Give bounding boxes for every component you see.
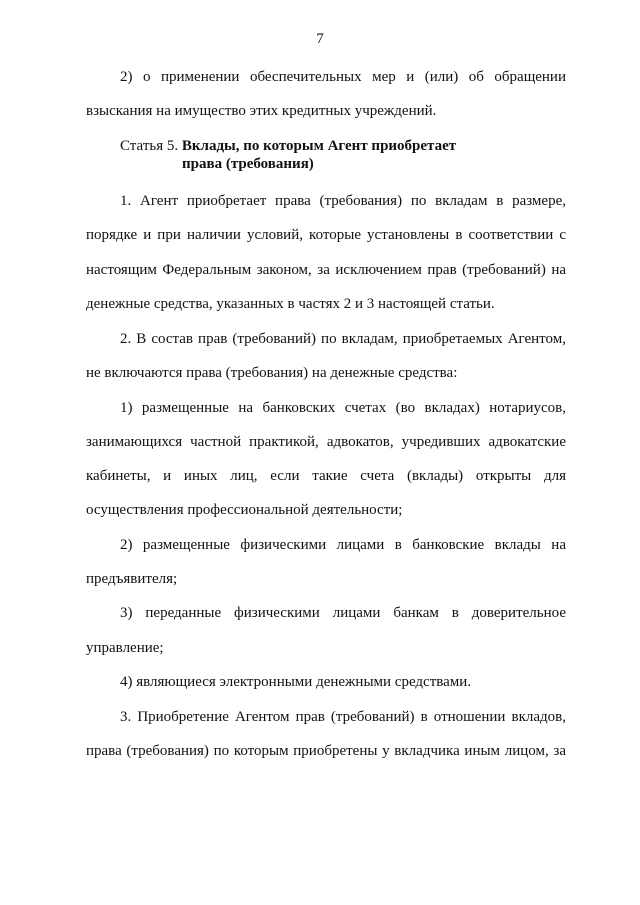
text-line: занимающихся частной практикой, адвокатов, учредивших адвокатские (86, 434, 566, 450)
text-line: денежные средства, указанных в частях 2 и 3 настоящей статьи. (86, 296, 495, 312)
text-line: 2. В состав прав (требований) по вкладам, приобретаемых Агентом, (120, 331, 566, 347)
text-line: взыскания на имущество этих кредитных учреждений. (86, 103, 437, 119)
page-number: 7 (316, 31, 324, 47)
text-line: 3) переданные физическими лицами банкам в доверительное (120, 605, 566, 621)
text-line: предъявителя; (86, 571, 178, 587)
text-line: 4) являющиеся электронными денежными средствами. (120, 674, 472, 690)
article-title (120, 137, 456, 155)
text-line: 2) о применении обеспечительных мер и (или) об обращении (120, 69, 566, 85)
text-line: не включаются права (требования) на денежные средства: (86, 365, 458, 381)
text-line: 3. Приобретение Агентом прав (требований) в отношении вкладов, (120, 709, 566, 725)
article-prefix: Статья 5. (120, 138, 179, 154)
text-line: 1. Агент приобретает права (требования) по вкладам в размере, (120, 193, 566, 209)
text-line: кабинеты, и иных лиц, если такие счета (вклады) открыты для (86, 468, 566, 484)
text-line: 1) размещенные на банковских счетах (во вкладах) нотариусов, (120, 400, 566, 416)
article-title-text: Вклады, по которым Агент приобретает (181, 138, 457, 154)
text-line: права (требования) по которым приобретены у вкладчика иным лицом, за (86, 743, 566, 759)
text-line: порядке и при наличии условий, которые установлены в соответствии с (86, 227, 566, 243)
text-line: управление; (86, 640, 164, 656)
text-line: осуществления профессиональной деятельности; (86, 502, 403, 518)
text-line: настоящим Федеральным законом, за исключением прав (требований) на (86, 262, 566, 278)
text-line: 2) размещенные физическими лицами в банковские вклады на (120, 537, 566, 553)
article-title-continued: права (требования) (182, 156, 314, 172)
